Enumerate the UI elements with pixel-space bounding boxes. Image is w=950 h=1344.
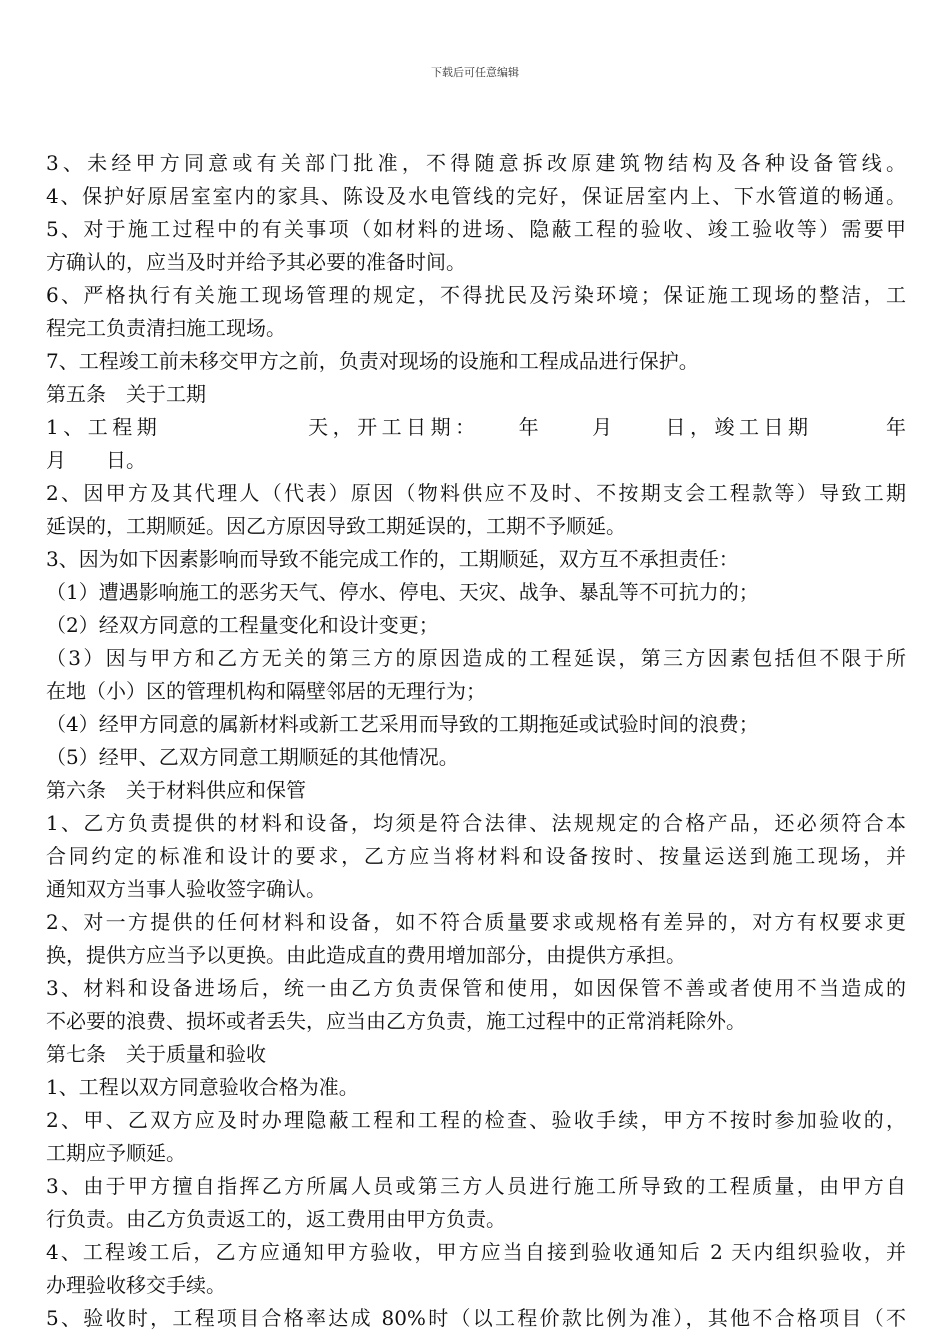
text-line: 3、未经甲方同意或有关部门批准，不得随意拆改原建筑物结构及各种设备管线。	[46, 151, 906, 175]
text-line: 2、因甲方及其代理人（代表）原因（物料供应不及时、不按期支会工程款等）导致工期	[46, 481, 906, 505]
text-line: 2、对一方提供的任何材料和设备，如不符合质量要求或规格有差异的，对方有权要求更	[46, 910, 906, 934]
text-line: 方确认的，应当及时并给予其必要的准备时间。	[46, 250, 466, 274]
text-line: （3）因与甲方和乙方无关的第三方的原因造成的工程延误，第三方因素包括但不限于所	[46, 646, 906, 670]
text-line: 办理验收移交手续。	[46, 1273, 226, 1297]
text-line: 行负责。由乙方负责返工的，返工费用由甲方负责。	[46, 1207, 506, 1231]
text-line: 通知双方当事人验收签字确认。	[46, 877, 326, 901]
text-line: 7、工程竣工前未移交甲方之前，负责对现场的设施和工程成品进行保护。	[46, 349, 699, 373]
section-heading: 第五条 关于工期	[46, 382, 206, 406]
section-heading: 第六条 关于材料供应和保管	[46, 778, 306, 802]
text-line: 4、保护好原居室室内的家具、陈设及水电管线的完好，保证居室内上、下水管道的畅通。	[46, 184, 906, 208]
text-line: 换，提供方应当予以更换。由此造成直的费用增加部分，由提供方承担。	[46, 943, 686, 967]
text-line: 合同约定的标准和设计的要求，乙方应当将材料和设备按时、按量运送到施工现场，并	[46, 844, 906, 868]
text-line: 工期应予顺延。	[46, 1141, 186, 1165]
text-line: 不必要的浪费、损坏或者丢失，应当由乙方负责，施工过程中的正常消耗除外。	[46, 1009, 746, 1033]
text-line: 3、由于甲方擅自指挥乙方所属人员或第三方人员进行施工所导致的工程质量，由甲方自	[46, 1174, 906, 1198]
document-body	[46, 147, 906, 1335]
page-header: 下载后可任意编辑	[431, 66, 519, 79]
text-line: 2、甲、乙双方应及时办理隐蔽工程和工程的检查、验收手续，甲方不按时参加验收的，	[46, 1108, 906, 1132]
text-line: （2）经双方同意的工程量变化和设计变更；	[46, 613, 439, 637]
section-heading: 第七条 关于质量和验收	[46, 1042, 266, 1066]
text-line: （1）遭遇影响施工的恶劣天气、停水、停电、天灾、战争、暴乱等不可抗力的；	[46, 580, 759, 604]
text-line: 4、工程竣工后，乙方应通知甲方验收，甲方应当自接到验收通知后 2 天内组织验收，并	[46, 1240, 906, 1264]
text-line: 在地（小）区的管理机构和隔壁邻居的无理行为；	[46, 679, 486, 703]
text-line: （5）经甲、乙双方同意工期顺延的其他情况。	[46, 745, 459, 769]
text-line: 5、验收时，工程项目合格率达成 80%时（以工程价款比例为准），其他不合格项目（不	[46, 1306, 906, 1330]
text-line: 1、工程期 天，开工日期： 年 月 日，竣工日期 年	[46, 415, 906, 439]
text-line: 5、对于施工过程中的有关事项（如材料的进场、隐蔽工程的验收、竣工验收等）需要甲	[46, 217, 906, 241]
text-line: 3、材料和设备进场后，统一由乙方负责保管和使用，如因保管不善或者使用不当造成的	[46, 976, 906, 1000]
text-line: 程完工负责清扫施工现场。	[46, 316, 286, 340]
text-line: （4）经甲方同意的属新材料或新工艺采用而导致的工期拖延或试验时间的浪费；	[46, 712, 759, 736]
text-line: 1、工程以双方同意验收合格为准。	[46, 1075, 359, 1099]
text-line: 1、乙方负责提供的材料和设备，均须是符合法律、法规规定的合格产品，还必须符合本	[46, 811, 906, 835]
text-line: 月 日。	[46, 448, 146, 472]
text-line: 延误的，工期顺延。因乙方原因导致工期延误的，工期不予顺延。	[46, 514, 626, 538]
text-line: 3、因为如下因素影响而导致不能完成工作的，工期顺延，双方互不承担责任：	[46, 547, 739, 571]
text-line: 6、严格执行有关施工现场管理的规定，不得扰民及污染环境；保证施工现场的整洁，工	[46, 283, 906, 307]
